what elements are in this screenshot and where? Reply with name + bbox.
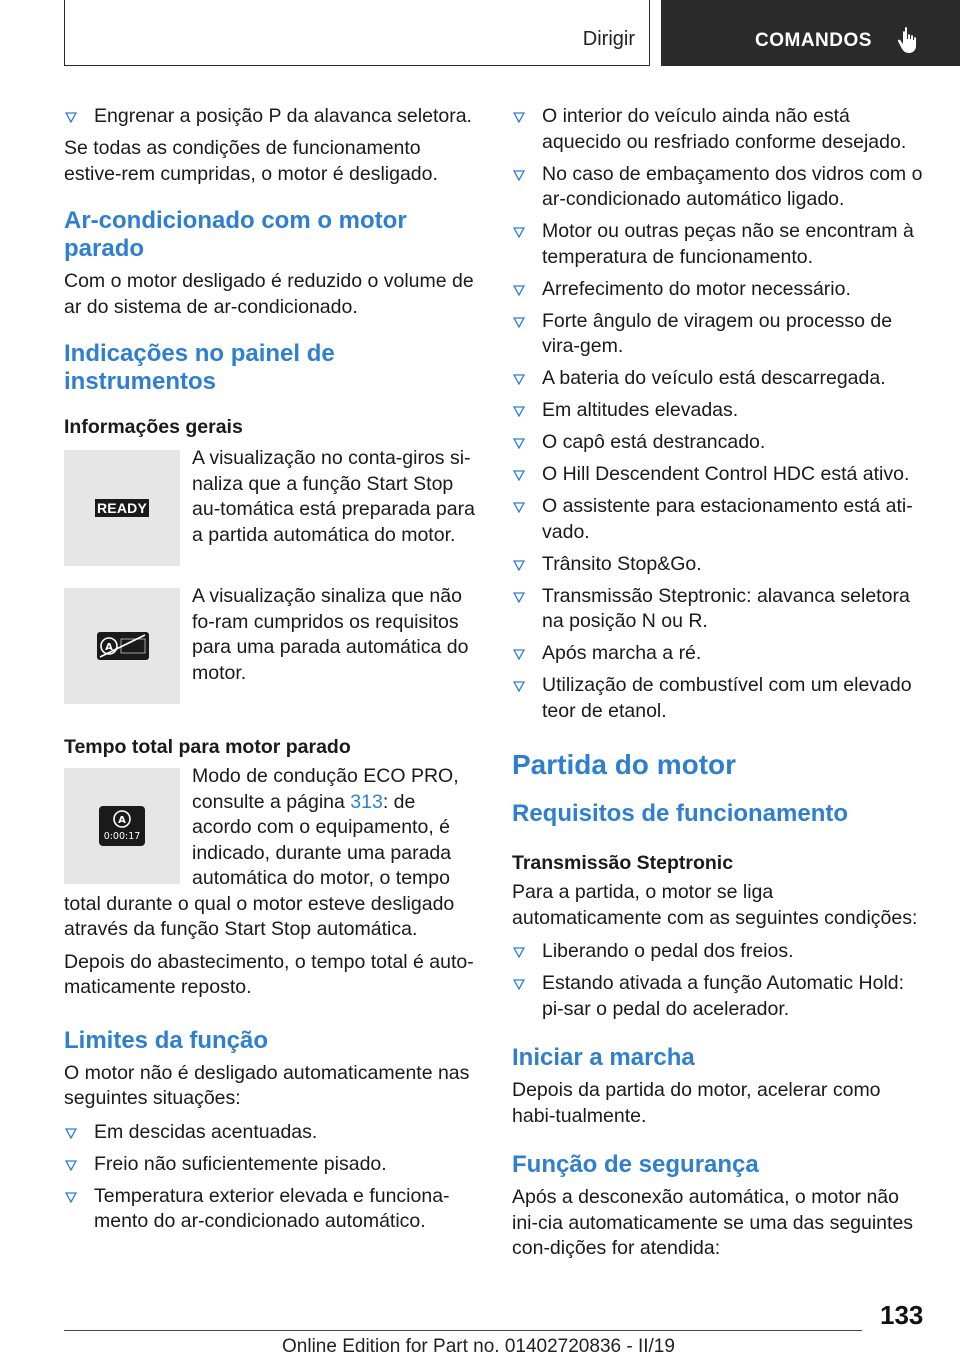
list-item: A bateria do veículo está descarregada.: [512, 366, 928, 392]
section-heading: Limites da função: [64, 1026, 269, 1054]
limits-list: [64, 1120, 480, 1235]
list-item: Arrefecimento do motor necessário.: [512, 277, 928, 303]
list-item: Liberando o pedal dos freios.: [512, 939, 928, 965]
list-item: Temperatura exterior elevada e funciona‐mento do ar-condicionado automático.: [64, 1184, 480, 1235]
header-chapter-box: [661, 0, 960, 66]
paragraph: Para a partida, o motor se liga automaticamente com as seguintes condições:: [512, 881, 918, 929]
section-heading: Indicações no painel de instrumentos: [64, 340, 335, 395]
subsection-heading: Transmissão Steptronic: [512, 852, 734, 874]
list-item: O Hill Descendent Control HDC está ativo.: [512, 462, 928, 488]
paragraph: Depois do abastecimento, o tempo total é auto‐maticamente reposto.: [64, 950, 474, 998]
hand-pointer-icon: [897, 26, 921, 54]
svg-text:A: A: [118, 815, 126, 826]
list-item: O capô está destrancado.: [512, 430, 928, 456]
conditions-list: [512, 104, 928, 724]
bullet-triangle-icon: [513, 405, 525, 417]
footer-divider: [64, 1330, 862, 1331]
list-item: O interior do veículo ainda não está aquecido ou resfriado conforme desejado.: [512, 104, 928, 155]
bullet-triangle-icon: [65, 1159, 77, 1171]
subsection-heading: Informações gerais: [64, 416, 243, 438]
list-item: O assistente para estacionamento está ati‐vado.: [512, 494, 928, 545]
list-item: Utilização de combustível com um elevado teor de etanol.: [512, 673, 928, 724]
bullet-triangle-icon: [513, 316, 525, 328]
header-section-title: Dirigir: [582, 28, 635, 50]
right-column: [512, 104, 928, 1269]
figure-ready: [64, 446, 480, 566]
bullet-triangle-icon: [65, 111, 77, 123]
bullet-triangle-icon: [513, 169, 525, 181]
list-item: Após marcha a ré.: [512, 641, 928, 667]
eco-time-indicator-image: [64, 768, 180, 884]
list-item: Estando ativada a função Automatic Hold: pi‐sar o pedal do acelerador.: [512, 971, 928, 1022]
bullet-triangle-icon: [513, 469, 525, 481]
list-item: Motor ou outras peças não se encontram à temperatura de funcionamento.: [512, 219, 928, 270]
section-heading: Ar-condicionado com o motor parado: [64, 207, 407, 262]
bullet-triangle-icon: [65, 1127, 77, 1139]
bullet-triangle-icon: [513, 680, 525, 692]
eco-time-display: [99, 806, 145, 846]
figure-eco-time: [64, 764, 480, 943]
start-stop-indicator-image: [64, 588, 180, 704]
list-item: Freio não suficientemente pisado.: [64, 1152, 480, 1178]
paragraph: Depois da partida do motor, acelerar como habi‐tualmente.: [512, 1079, 881, 1127]
eco-time-value: 0:00:17: [103, 831, 141, 842]
bullet-triangle-icon: [513, 437, 525, 449]
paragraph: O motor não é desligado automaticamente nas seguintes situações:: [64, 1061, 470, 1109]
ready-label: READY: [96, 500, 147, 516]
section-heading: Iniciar a marcha: [512, 1044, 695, 1071]
list-item: Trânsito Stop&Go.: [512, 552, 928, 578]
subsection-heading: Tempo total para motor parado: [64, 736, 351, 758]
list-item: Em descidas acentuadas.: [64, 1120, 480, 1146]
page-link[interactable]: 313: [350, 790, 383, 813]
footer-edition: Online Edition for Part no. 01402720836 - II/19: [282, 1336, 675, 1357]
paragraph: Se todas as condições de funcionamento estive‐rem cumpridas, o motor é desligado.: [64, 137, 438, 185]
auto-start-stop-icon: [112, 809, 132, 829]
figure-caption: Modo de condução ECO PRO, consulte a página 313: de acordo com o equipamento, é indicado, durante uma parada automática do motor, o tempo total durante o qual o motor esteve desligado através da função Start Stop automática.: [64, 765, 459, 940]
section-heading: Função de segurança: [512, 1151, 759, 1178]
bullet-triangle-icon: [65, 1191, 77, 1203]
bullet-triangle-icon: [513, 978, 525, 990]
bullet-triangle-icon: [513, 648, 525, 660]
bullet-triangle-icon: [513, 559, 525, 571]
page-number: 133: [880, 1300, 924, 1330]
svg-text:A: A: [105, 642, 113, 653]
header-section-box: [64, 0, 650, 66]
bullet-triangle-icon: [513, 591, 525, 603]
section-heading: Requisitos de funcionamento: [512, 800, 849, 827]
bullet-triangle-icon: [513, 226, 525, 238]
bullet-triangle-icon: [513, 373, 525, 385]
header-chapter-title: COMANDOS: [755, 30, 872, 51]
bullet-triangle-icon: [513, 501, 525, 513]
list-item: Forte ângulo de viragem ou processo de vira‐gem.: [512, 309, 928, 360]
figure-caption: A visualização no conta-giros si‐naliza que a função Start Stop au‐tomática está preparada para a partida automática do motor.: [192, 447, 475, 546]
list-item: Transmissão Steptronic: alavanca seletora na posição N ou R.: [512, 584, 928, 635]
list-item: No caso de embaçamento dos vidros com o ar-condicionado automático ligado.: [512, 162, 928, 213]
figure-caption: A visualização sinaliza que não fo‐ram cumpridos os requisitos para uma parada automática do motor.: [192, 585, 469, 684]
start-stop-off-icon: [97, 632, 149, 660]
bullet-triangle-icon: [513, 284, 525, 296]
list-item: Em altitudes elevadas.: [512, 398, 928, 424]
chapter-heading: Partida do motor: [512, 749, 737, 780]
left-column: [64, 104, 480, 1241]
paragraph: Após a desconexão automática, o motor não ini‐cia automaticamente se uma das seguintes con‐dições for atendida:: [512, 1186, 914, 1259]
ready-indicator-image: [64, 450, 180, 566]
trans-list: [512, 939, 928, 1022]
list-item: Engrenar a posição P da alavanca seletora.: [64, 104, 480, 130]
bullet-triangle-icon: [513, 946, 525, 958]
bullet-triangle-icon: [513, 111, 525, 123]
paragraph: Com o motor desligado é reduzido o volume de ar do sistema de ar-condicionado.: [64, 270, 474, 318]
figure-startstop: [64, 584, 480, 704]
